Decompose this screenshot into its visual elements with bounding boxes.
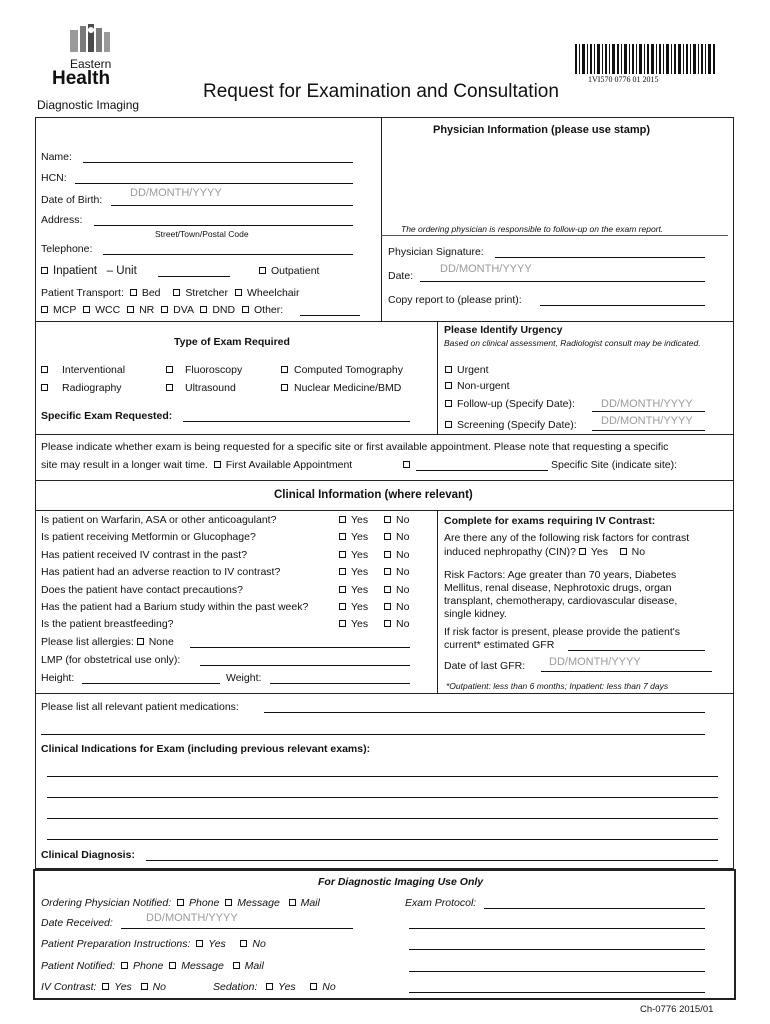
indications-line-4[interactable] (47, 827, 718, 840)
gfr-instruction-1: If risk factor is present, please provide the patient's (444, 626, 681, 638)
checkbox-icon[interactable] (169, 962, 176, 969)
iv-question-2 (444, 546, 645, 559)
pt-mail-label: Mail (244, 960, 264, 972)
received-placeholder: DD/MONTH/YYYY (146, 912, 238, 924)
no-label: No (396, 531, 410, 543)
clinical-heading: Clinical Information (where relevant) (274, 489, 473, 501)
physician-date-placeholder: DD/MONTH/YYYY (440, 263, 532, 275)
checkbox-icon (281, 384, 288, 391)
yes-option[interactable] (339, 601, 368, 614)
transport-label: Patient Transport: (41, 287, 124, 299)
mail-label: Mail (300, 897, 320, 909)
checkbox-icon[interactable] (242, 306, 249, 313)
height-label: Height: (41, 672, 75, 684)
inpatient-option[interactable] (41, 265, 137, 278)
prep-label: Patient Preparation Instructions: (41, 938, 191, 950)
hcn-field[interactable] (75, 171, 353, 184)
clinical-question-row: Is patient receiving Metformin or Glucophage? (41, 531, 256, 543)
address-field[interactable] (94, 213, 353, 226)
ultrasound-label: Ultrasound (185, 382, 236, 394)
nm-option[interactable] (281, 382, 401, 395)
copy-report-field[interactable] (540, 293, 705, 306)
yes-option[interactable] (339, 566, 368, 579)
page-title: Request for Examination and Consultation (203, 81, 559, 102)
height-field[interactable] (82, 671, 220, 684)
other-field[interactable] (300, 303, 360, 316)
no-label: No (396, 601, 410, 613)
allergies-label: Please list allergies: (41, 636, 134, 648)
lmp-label: LMP (for obstetrical use only): (41, 654, 181, 666)
hcn-label: HCN: (41, 172, 67, 184)
prep-yes-label: Yes (208, 938, 226, 950)
dva-label: DVA (173, 304, 194, 316)
followup-label: Follow-up (Specify Date): (457, 398, 575, 410)
yes-label: Yes (351, 618, 369, 630)
copy-report-label: Copy report to (please print): (388, 294, 522, 306)
checkbox-icon[interactable] (196, 940, 203, 947)
no-option[interactable] (384, 566, 409, 579)
checkbox-icon[interactable] (130, 289, 137, 296)
telephone-label: Telephone: (41, 243, 93, 255)
form-code: Ch-0776 2015/01 (640, 1004, 714, 1015)
yes-label: Yes (351, 566, 369, 578)
inpatient-label: Inpatient (53, 265, 98, 277)
gfr-field[interactable] (568, 638, 705, 651)
checkbox-icon (339, 533, 346, 540)
specific-site-field[interactable] (416, 458, 548, 471)
risk-factors-2: Mellitus, renal disease, Nephrotoxic drugs, organ (444, 582, 672, 594)
nm-label: Nuclear Medicine/BMD (294, 382, 402, 394)
bed-label: Bed (141, 287, 161, 299)
gfr-date-placeholder: DD/MONTH/YYYY (549, 656, 641, 668)
pt-notified-label: Patient Notified: (41, 960, 116, 972)
no-label: No (396, 584, 410, 596)
gfr-note: *Outpatient: less than 6 months; Inpatient: less than 7 days (446, 681, 669, 691)
ivc-yes-label: Yes (114, 981, 132, 993)
radiography-label: Radiography (62, 382, 122, 394)
checkbox-icon[interactable] (137, 638, 144, 645)
no-label: No (396, 549, 410, 561)
yes-label: Yes (351, 549, 369, 561)
checkbox-icon[interactable] (200, 306, 207, 313)
protocol-field-4[interactable] (409, 959, 705, 972)
none-label: None (148, 636, 174, 648)
stretcher-label: Stretcher (185, 287, 229, 299)
checkbox-icon (384, 620, 391, 627)
no-option[interactable] (384, 531, 409, 544)
yes-option[interactable] (339, 618, 368, 631)
checkbox-icon[interactable] (177, 899, 184, 906)
barcode-text: 1VI570 0776 01 2015 (588, 75, 659, 84)
checkbox-icon (445, 421, 452, 428)
first-available-label: First Available Appointment (225, 459, 353, 471)
checkbox-icon (384, 516, 391, 523)
interventional-label: Interventional (62, 364, 126, 376)
clinical-question-row: Has patient received IV contrast in the past? (41, 549, 248, 561)
specific-site-option[interactable] (403, 459, 415, 472)
address-hint: Street/Town/Postal Code (155, 229, 249, 239)
weight-label: Weight: (226, 672, 262, 684)
iv-yes-label: Yes (590, 546, 608, 558)
fluoroscopy-label: Fluoroscopy (185, 364, 243, 376)
checkbox-icon (41, 384, 48, 391)
indications-line-1[interactable] (47, 764, 718, 777)
address-label: Address: (41, 214, 83, 226)
iv-contrast-row (41, 981, 166, 994)
signature-label: Physician Signature: (388, 246, 484, 258)
yes-option[interactable] (339, 514, 368, 527)
pt-message-label: Message (181, 960, 224, 972)
yes-label: Yes (351, 531, 369, 543)
physician-note: The ordering physician is responsible to follow-up on the exam report. (401, 224, 664, 234)
followup-placeholder: DD/MONTH/YYYY (601, 398, 693, 410)
fluoroscopy-option[interactable] (166, 364, 242, 377)
checkbox-icon (384, 586, 391, 593)
transport-row (41, 287, 299, 300)
name-label: Name: (41, 151, 72, 163)
checkbox-icon (445, 366, 452, 373)
unit-label: – Unit (106, 265, 137, 277)
indications-line-3[interactable] (47, 806, 718, 819)
followup-option[interactable] (445, 398, 575, 411)
yes-label: Yes (351, 514, 369, 526)
physician-date-label: Date: (388, 270, 414, 282)
checkbox-icon[interactable] (102, 983, 109, 990)
specific-exam-field[interactable] (183, 409, 410, 422)
checkbox-icon (339, 551, 346, 558)
checkbox-icon (384, 568, 391, 575)
nonurgent-label: Non-urgent (457, 380, 510, 392)
unit-field[interactable] (158, 264, 230, 277)
yes-option[interactable] (339, 584, 368, 597)
specific-site-label: Specific Site (indicate site): (551, 459, 678, 471)
wcc-label: WCC (95, 304, 121, 316)
checkbox-icon[interactable] (141, 983, 148, 990)
iv-contrast-label: IV Contrast: (41, 981, 97, 993)
checkbox-icon (41, 267, 48, 274)
yes-label: Yes (351, 584, 369, 596)
no-option[interactable] (384, 549, 409, 562)
diagnosis-label: Clinical Diagnosis: (41, 849, 135, 861)
checkbox-icon[interactable] (266, 983, 273, 990)
no-option[interactable] (384, 601, 409, 614)
checkbox-icon (339, 568, 346, 575)
received-label: Date Received: (41, 917, 113, 929)
allergies-field[interactable] (190, 635, 410, 648)
urgent-option[interactable] (445, 364, 489, 377)
checkbox-icon (339, 516, 346, 523)
screening-placeholder: DD/MONTH/YYYY (601, 415, 693, 427)
barcode (575, 44, 715, 74)
dob-placeholder: DD/MONTH/YYYY (130, 187, 222, 199)
checkbox-icon (166, 366, 173, 373)
yes-label: Yes (351, 601, 369, 613)
checkbox-icon (445, 400, 452, 407)
prep-row (41, 938, 266, 951)
logo (66, 24, 114, 58)
risk-factors-3: transplant, chemotherapy, cardiovascular disease, (444, 595, 678, 607)
pt-phone-label: Phone (132, 960, 164, 972)
iv-question-1: Are there any of the following risk factors for contrast (444, 532, 690, 544)
outpatient-label: Outpatient (271, 265, 320, 277)
checkbox-icon[interactable] (310, 983, 317, 990)
interventional-option[interactable] (41, 364, 125, 377)
ultrasound-option[interactable] (166, 382, 236, 395)
no-option[interactable] (384, 618, 409, 631)
clinical-question-row: Is the patient breastfeeding? (41, 618, 174, 630)
gfr-date-label: Date of last GFR: (444, 660, 526, 672)
checkbox-icon (259, 267, 266, 274)
signature-field[interactable] (495, 245, 705, 258)
name-field[interactable] (83, 150, 353, 163)
dob-label: Date of Birth: (41, 194, 103, 206)
pt-notified-row (41, 960, 264, 973)
clinical-question-row: Is patient on Warfarin, ASA or other anticoagulant? (41, 514, 277, 526)
physician-heading: Physician Information (please use stamp) (433, 124, 651, 136)
checkbox-icon (384, 533, 391, 540)
clinical-question-row: Has patient had an adverse reaction to IV contrast? (41, 566, 281, 578)
ivc-no-label: No (152, 981, 167, 993)
site-instruction-2a: site may result in a longer wait time. (41, 459, 208, 471)
diagnosis-field[interactable] (146, 848, 718, 861)
yes-option[interactable] (339, 531, 368, 544)
checkbox-icon[interactable] (214, 461, 221, 468)
risk-factors-4: single kidney. (444, 608, 507, 620)
checkbox-icon[interactable] (289, 899, 296, 906)
medications-field-1[interactable] (264, 700, 705, 713)
checkbox-icon[interactable] (127, 306, 134, 313)
radiography-option[interactable] (41, 382, 122, 395)
screening-label: Screening (Specify Date): (457, 419, 577, 431)
protocol-field-1[interactable] (484, 896, 705, 909)
checkbox-icon[interactable] (240, 940, 247, 947)
risk-factors-1: Risk Factors: Age greater than 70 years, Diabetes (444, 569, 677, 581)
outpatient-option[interactable] (259, 265, 319, 278)
protocol-field-5[interactable] (409, 980, 705, 993)
urgency-heading: Please Identify Urgency (444, 324, 563, 336)
weight-field[interactable] (270, 671, 410, 684)
checkbox-icon[interactable] (41, 306, 48, 313)
no-label: No (396, 618, 410, 630)
sed-no-label: No (322, 981, 336, 993)
no-label: No (396, 566, 410, 578)
no-option[interactable] (384, 584, 409, 597)
exam-type-heading: Type of Exam Required (174, 336, 290, 348)
clinical-question-row: Does the patient have contact precautions? (41, 584, 243, 596)
nonurgent-option[interactable] (445, 380, 510, 393)
org-name-1: Eastern (70, 57, 112, 71)
protocol-field-2[interactable] (409, 916, 705, 929)
allergies-row (41, 636, 174, 649)
checkbox-icon (445, 382, 452, 389)
sed-yes-label: Yes (278, 981, 296, 993)
screening-option[interactable] (445, 419, 577, 432)
iv-heading: Complete for exams requiring IV Contrast: (444, 515, 656, 527)
checkbox-icon (339, 620, 346, 627)
nr-label: NR (139, 304, 155, 316)
checkbox-icon (384, 603, 391, 610)
lmp-field[interactable] (200, 653, 410, 666)
checkbox-icon[interactable] (579, 548, 586, 555)
checkbox-icon[interactable] (83, 306, 90, 313)
checkbox-icon[interactable] (121, 962, 128, 969)
site-instruction-2 (41, 459, 352, 472)
checkbox-icon[interactable] (161, 306, 168, 313)
ct-label: Computed Tomography (294, 364, 403, 376)
checkbox-icon[interactable] (235, 289, 242, 296)
checkbox-icon[interactable] (173, 289, 180, 296)
other-label: Other: (254, 304, 284, 316)
specific-exam-label: Specific Exam Requested: (41, 410, 173, 422)
wheelchair-label: Wheelchair (246, 287, 300, 299)
checkbox-icon[interactable] (225, 899, 232, 906)
notified-row (41, 897, 320, 910)
department: Diagnostic Imaging (37, 98, 140, 112)
checkbox-icon (41, 366, 48, 373)
checkbox-icon (403, 461, 410, 468)
checkbox-icon (339, 603, 346, 610)
org-name-2: Health (52, 68, 111, 89)
notified-label: Ordering Physician Notified: (41, 897, 172, 909)
medications-field-2[interactable] (41, 722, 705, 735)
yes-option[interactable] (339, 549, 368, 562)
di-use-heading: For Diagnostic Imaging Use Only (318, 876, 484, 888)
iv-question-2-text: induced nephropathy (CIN)? (444, 546, 576, 558)
sedation-row (213, 981, 336, 994)
checkbox-icon[interactable] (233, 962, 240, 969)
iv-no-label: No (631, 546, 646, 558)
urgent-label: Urgent (457, 364, 489, 376)
indications-line-2[interactable] (47, 785, 718, 798)
checkbox-icon (339, 586, 346, 593)
indications-label: Clinical Indications for Exam (including previous relevant exams): (41, 743, 371, 755)
message-label: Message (237, 897, 280, 909)
telephone-field[interactable] (103, 242, 353, 255)
checkbox-icon (384, 551, 391, 558)
mcp-label: MCP (53, 304, 77, 316)
no-option[interactable] (384, 514, 409, 527)
clinical-question-row: Has the patient had a Barium study within the past week? (41, 601, 309, 613)
phone-label: Phone (189, 897, 220, 909)
protocol-field-3[interactable] (409, 937, 705, 950)
gfr-instruction-2: current* estimated GFR (444, 639, 555, 651)
checkbox-icon (166, 384, 173, 391)
urgency-note: Based on clinical assessment, Radiologist consult may be indicated. (444, 338, 701, 348)
checkbox-icon[interactable] (620, 548, 627, 555)
sedation-label: Sedation: (213, 981, 258, 993)
medications-label: Please list all relevant patient medications: (41, 701, 239, 713)
checkbox-icon (281, 366, 288, 373)
no-label: No (396, 514, 410, 526)
payer-row (41, 304, 283, 317)
dnd-label: DND (212, 304, 236, 316)
prep-no-label: No (252, 938, 266, 950)
protocol-label: Exam Protocol: (405, 897, 477, 909)
site-instruction-1: Please indicate whether exam is being requested for a specific site or first available appointment. Please note that requesting a specific (41, 441, 669, 453)
ct-option[interactable] (281, 364, 403, 377)
